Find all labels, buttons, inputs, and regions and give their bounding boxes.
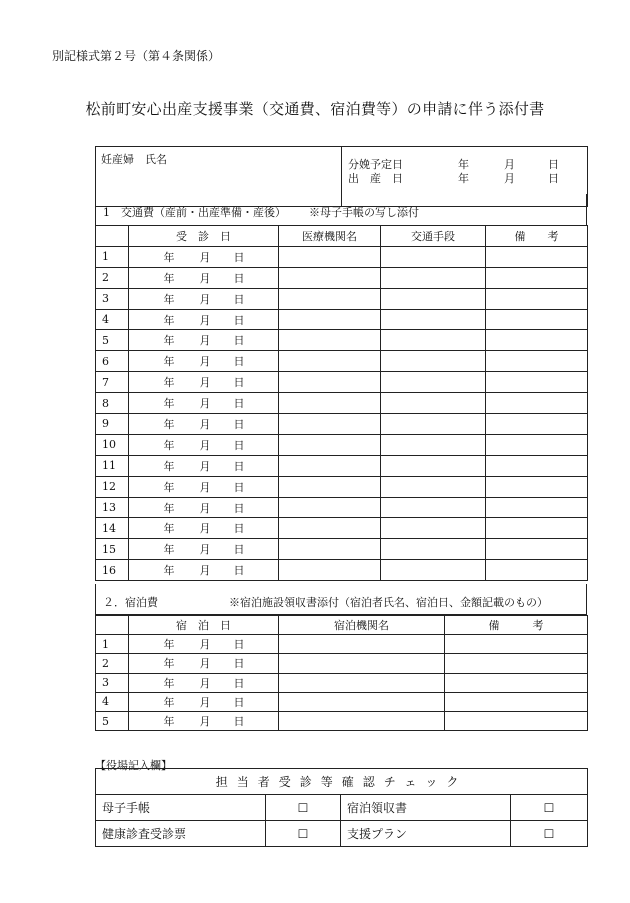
- row-number: 16: [96, 560, 129, 581]
- day-label: 日: [233, 522, 245, 536]
- year-label: 年: [163, 334, 175, 348]
- month-label: 月: [199, 522, 211, 536]
- transport-cell[interactable]: [381, 246, 486, 267]
- lodging-name-cell[interactable]: [279, 711, 445, 730]
- year-label: 年: [163, 522, 175, 536]
- day-label: 日: [548, 172, 559, 185]
- transport-cell[interactable]: [381, 497, 486, 518]
- check-item-label: 宿泊領収書: [341, 795, 511, 821]
- table-row: [96, 246, 588, 267]
- lodging-header-row: [96, 616, 588, 635]
- row-number: 10: [96, 434, 129, 455]
- month-label: 月: [199, 334, 211, 348]
- date-placeholder: [129, 479, 278, 495]
- institution-cell[interactable]: [279, 330, 381, 351]
- remarks-cell[interactable]: [486, 288, 588, 309]
- institution-cell[interactable]: [279, 414, 381, 435]
- date-cell[interactable]: [129, 434, 279, 455]
- institution-cell[interactable]: [279, 497, 381, 518]
- month-label: 月: [199, 564, 211, 578]
- mother-name-label: 妊産婦 氏名: [101, 153, 167, 166]
- section2-heading: [95, 584, 587, 615]
- transport-header-row: [96, 226, 588, 247]
- year-label: 年: [458, 158, 469, 171]
- remarks-cell[interactable]: [486, 476, 588, 497]
- remarks-cell[interactable]: [445, 692, 588, 711]
- institution-cell[interactable]: [279, 372, 381, 393]
- row-number: 3: [96, 673, 129, 692]
- month-label: 月: [199, 501, 211, 515]
- transport-cell[interactable]: [381, 434, 486, 455]
- day-label: 日: [548, 158, 559, 171]
- day-label: 日: [233, 417, 245, 431]
- institution-cell[interactable]: [279, 434, 381, 455]
- table-row: [96, 635, 588, 654]
- table-row: [96, 330, 588, 351]
- day-label: 日: [233, 543, 245, 557]
- month-label: 月: [199, 480, 211, 494]
- institution-cell[interactable]: [279, 560, 381, 581]
- month-label: 月: [199, 292, 211, 306]
- col-transport: 交通手段: [381, 226, 486, 247]
- year-label: 年: [163, 638, 175, 652]
- month-label: 月: [199, 638, 211, 652]
- year-label: 年: [163, 417, 175, 431]
- year-label: 年: [458, 172, 469, 185]
- row-number: 7: [96, 372, 129, 393]
- month-label: 月: [199, 250, 211, 264]
- remarks-cell[interactable]: [486, 267, 588, 288]
- col-visit-date: 受 診 日: [129, 226, 279, 247]
- date-placeholder: [129, 694, 278, 710]
- row-number: 14: [96, 518, 129, 539]
- day-label: 日: [233, 355, 245, 369]
- row-number: 9: [96, 414, 129, 435]
- section2-title: ２．宿泊費: [103, 596, 158, 609]
- year-label: 年: [163, 715, 175, 729]
- row-number: 8: [96, 393, 129, 414]
- transport-cell[interactable]: [381, 351, 486, 372]
- month-label: 月: [199, 543, 211, 557]
- institution-cell[interactable]: [279, 246, 381, 267]
- remarks-cell[interactable]: [486, 351, 588, 372]
- date-cell[interactable]: [129, 654, 279, 673]
- date-placeholder: [129, 437, 278, 453]
- table-row: [96, 476, 588, 497]
- date-cell[interactable]: [129, 288, 279, 309]
- year-label: 年: [163, 695, 175, 709]
- institution-cell[interactable]: [279, 309, 381, 330]
- institution-cell[interactable]: [279, 267, 381, 288]
- date-cell[interactable]: [129, 711, 279, 730]
- lodging-name-cell[interactable]: [279, 654, 445, 673]
- date-placeholder: [129, 291, 278, 307]
- day-label: 日: [233, 564, 245, 578]
- date-cell[interactable]: [129, 246, 279, 267]
- year-label: 年: [163, 459, 175, 473]
- date-placeholder: [129, 520, 278, 536]
- date-placeholder: [129, 332, 278, 348]
- table-row: [96, 414, 588, 435]
- checkbox-icon[interactable]: ☐: [266, 795, 341, 821]
- table-row: [96, 288, 588, 309]
- transport-cell[interactable]: [381, 476, 486, 497]
- month-label: 月: [199, 397, 211, 411]
- year-label: 年: [163, 480, 175, 494]
- day-label: 日: [233, 676, 245, 690]
- section1-note: ※母子手帳の写し添付: [309, 206, 419, 219]
- remarks-cell[interactable]: [486, 414, 588, 435]
- institution-cell[interactable]: [279, 393, 381, 414]
- date-cell[interactable]: [129, 393, 279, 414]
- transport-cell[interactable]: [381, 455, 486, 476]
- date-placeholder: [129, 312, 278, 328]
- row-number: 1: [96, 635, 129, 654]
- form-number: 別記様式第２号（第４条関係）: [52, 49, 221, 63]
- day-label: 日: [233, 438, 245, 452]
- month-label: 月: [199, 676, 211, 690]
- date-cell[interactable]: [129, 351, 279, 372]
- row-number: 5: [96, 330, 129, 351]
- birth-date-label: 出 産 日: [348, 172, 403, 185]
- date-cell[interactable]: [129, 692, 279, 711]
- year-label: 年: [163, 250, 175, 264]
- remarks-cell[interactable]: [445, 711, 588, 730]
- year-label: 年: [163, 676, 175, 690]
- row-number: 4: [96, 309, 129, 330]
- institution-cell[interactable]: [279, 476, 381, 497]
- date-cell[interactable]: [129, 539, 279, 560]
- month-label: 月: [504, 172, 515, 185]
- date-placeholder: [129, 395, 278, 411]
- transport-cell[interactable]: [381, 309, 486, 330]
- col-institution: 医療機関名: [279, 226, 381, 247]
- transport-cell[interactable]: [381, 288, 486, 309]
- date-placeholder: [129, 562, 278, 578]
- month-label: 月: [199, 695, 211, 709]
- lodging-name-cell[interactable]: [279, 635, 445, 654]
- date-cell[interactable]: [129, 330, 279, 351]
- month-label: 月: [199, 313, 211, 327]
- day-label: 日: [233, 501, 245, 515]
- col-stay-date: 宿 泊 日: [129, 616, 279, 635]
- date-placeholder: [129, 249, 278, 265]
- year-label: 年: [163, 564, 175, 578]
- section1-heading: [95, 194, 587, 226]
- table-row: [96, 455, 588, 476]
- office-use-label: 【役場記入欄】: [95, 759, 172, 772]
- birth-date-row: [348, 172, 587, 186]
- remarks-cell[interactable]: [486, 539, 588, 560]
- date-placeholder: [129, 270, 278, 286]
- check-item-label: 健康診査受診票: [96, 821, 266, 847]
- month-label: 月: [199, 417, 211, 431]
- day-label: 日: [233, 271, 245, 285]
- transport-cell[interactable]: [381, 414, 486, 435]
- institution-cell[interactable]: [279, 539, 381, 560]
- transport-cell[interactable]: [381, 267, 486, 288]
- year-label: 年: [163, 501, 175, 515]
- transport-cell[interactable]: [381, 330, 486, 351]
- row-number: 6: [96, 351, 129, 372]
- month-label: 月: [199, 438, 211, 452]
- day-label: 日: [233, 250, 245, 264]
- remarks-cell[interactable]: [486, 246, 588, 267]
- remarks-cell[interactable]: [486, 497, 588, 518]
- date-placeholder: [129, 416, 278, 432]
- table-row: [96, 434, 588, 455]
- date-placeholder: [129, 675, 278, 691]
- table-row: [96, 393, 588, 414]
- day-label: 日: [233, 715, 245, 729]
- transport-cell[interactable]: [381, 372, 486, 393]
- institution-cell[interactable]: [279, 288, 381, 309]
- month-label: 月: [199, 657, 211, 671]
- due-date-row: [348, 158, 587, 172]
- month-label: 月: [199, 459, 211, 473]
- day-label: 日: [233, 695, 245, 709]
- year-label: 年: [163, 292, 175, 306]
- institution-cell[interactable]: [279, 518, 381, 539]
- office-check-table: [95, 768, 588, 847]
- date-cell[interactable]: [129, 476, 279, 497]
- year-label: 年: [163, 438, 175, 452]
- section1-title: 1 交通費（産前・出産準備・産後）: [103, 206, 286, 219]
- document-title: 松前町安心出産支援事業（交通費、宿泊費等）の申請に伴う添付書: [85, 100, 545, 118]
- office-check-header: 担当者受診等確認チェック: [96, 769, 588, 795]
- table-row: [96, 673, 588, 692]
- row-number: 3: [96, 288, 129, 309]
- day-label: 日: [233, 334, 245, 348]
- row-number: 2: [96, 267, 129, 288]
- check-item-label: 母子手帳: [96, 795, 266, 821]
- remarks-cell[interactable]: [486, 560, 588, 581]
- remarks-cell[interactable]: [486, 309, 588, 330]
- date-placeholder: [129, 353, 278, 369]
- date-cell[interactable]: [129, 673, 279, 692]
- date-cell[interactable]: [129, 560, 279, 581]
- table-row: [96, 711, 588, 730]
- date-cell[interactable]: [129, 518, 279, 539]
- date-placeholder: [129, 713, 278, 729]
- remarks-cell[interactable]: [486, 518, 588, 539]
- day-label: 日: [233, 313, 245, 327]
- checkbox-icon[interactable]: ☐: [511, 821, 588, 847]
- remarks-cell[interactable]: [486, 372, 588, 393]
- date-placeholder: [129, 636, 278, 652]
- day-label: 日: [233, 657, 245, 671]
- date-placeholder: [129, 541, 278, 557]
- institution-cell[interactable]: [279, 351, 381, 372]
- check-item-label: 支援プラン: [341, 821, 511, 847]
- date-cell[interactable]: [129, 414, 279, 435]
- month-label: 月: [199, 271, 211, 285]
- date-cell[interactable]: [129, 635, 279, 654]
- year-label: 年: [163, 355, 175, 369]
- day-label: 日: [233, 397, 245, 411]
- day-label: 日: [233, 638, 245, 652]
- date-cell[interactable]: [129, 372, 279, 393]
- col-remarks: 備 考: [486, 226, 588, 247]
- row-number: 12: [96, 476, 129, 497]
- day-label: 日: [233, 459, 245, 473]
- table-row: [96, 692, 588, 711]
- date-placeholder: [129, 500, 278, 516]
- section2-note: ※宿泊施設領収書添付（宿泊者氏名、宿泊日、金額記載のもの）: [229, 596, 548, 609]
- year-label: 年: [163, 657, 175, 671]
- table-row: [96, 309, 588, 330]
- date-cell[interactable]: [129, 309, 279, 330]
- table-row: [96, 372, 588, 393]
- month-label: 月: [504, 158, 515, 171]
- remarks-cell[interactable]: [445, 673, 588, 692]
- day-label: 日: [233, 376, 245, 390]
- lodging-name-cell[interactable]: [279, 673, 445, 692]
- row-number: 2: [96, 654, 129, 673]
- lodging-name-cell[interactable]: [279, 692, 445, 711]
- date-cell[interactable]: [129, 267, 279, 288]
- year-label: 年: [163, 543, 175, 557]
- date-cell[interactable]: [129, 497, 279, 518]
- transport-cell[interactable]: [381, 518, 486, 539]
- year-label: 年: [163, 271, 175, 285]
- row-number: 1: [96, 246, 129, 267]
- transport-cell[interactable]: [381, 393, 486, 414]
- col-remarks: 備 考: [445, 616, 588, 635]
- day-label: 日: [233, 480, 245, 494]
- table-row: [96, 654, 588, 673]
- remarks-cell[interactable]: [445, 635, 588, 654]
- transport-cell[interactable]: [381, 560, 486, 581]
- transport-table: [95, 225, 588, 581]
- date-placeholder: [129, 374, 278, 390]
- date-cell[interactable]: [129, 455, 279, 476]
- remarks-cell[interactable]: [486, 434, 588, 455]
- checkbox-icon[interactable]: ☐: [511, 795, 588, 821]
- row-number: 5: [96, 711, 129, 730]
- table-row: [96, 518, 588, 539]
- remarks-cell[interactable]: [486, 330, 588, 351]
- row-number: 11: [96, 455, 129, 476]
- table-row: [96, 539, 588, 560]
- row-number: 13: [96, 497, 129, 518]
- remarks-cell[interactable]: [486, 455, 588, 476]
- transport-cell[interactable]: [381, 539, 486, 560]
- row-number: 4: [96, 692, 129, 711]
- due-date-label: 分娩予定日: [348, 158, 403, 171]
- table-row: [96, 497, 588, 518]
- year-label: 年: [163, 376, 175, 390]
- checkbox-icon[interactable]: ☐: [266, 821, 341, 847]
- lodging-table: [95, 615, 588, 731]
- month-label: 月: [199, 715, 211, 729]
- table-row: [96, 560, 588, 581]
- day-label: 日: [233, 292, 245, 306]
- date-placeholder: [129, 655, 278, 671]
- remarks-cell[interactable]: [486, 393, 588, 414]
- table-row: [96, 351, 588, 372]
- remarks-cell[interactable]: [445, 654, 588, 673]
- month-label: 月: [199, 376, 211, 390]
- col-lodging-name: 宿泊機関名: [279, 616, 445, 635]
- year-label: 年: [163, 313, 175, 327]
- institution-cell[interactable]: [279, 455, 381, 476]
- row-number: 15: [96, 539, 129, 560]
- table-row: [96, 267, 588, 288]
- year-label: 年: [163, 397, 175, 411]
- date-placeholder: [129, 458, 278, 474]
- month-label: 月: [199, 355, 211, 369]
